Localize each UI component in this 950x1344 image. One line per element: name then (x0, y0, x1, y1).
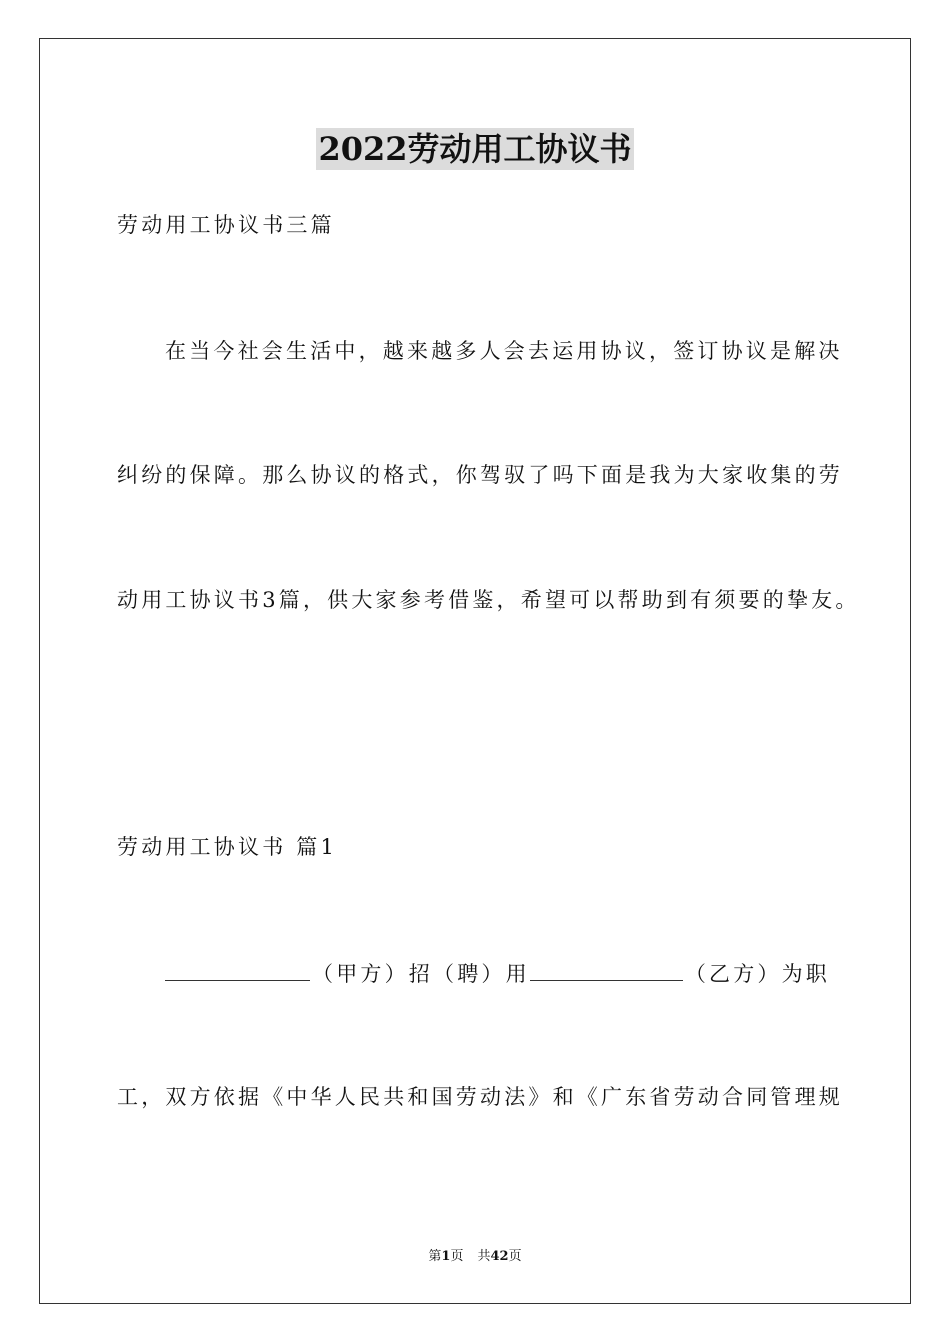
party-b-blank (530, 958, 683, 981)
clause-line-2: 工，双方依据《中华人民共和国劳动法》和《广东省劳动合同管理规 (117, 1085, 843, 1109)
page-suffix: 页 (450, 1249, 464, 1264)
page-footer (0, 1248, 950, 1266)
clause-line-1 (165, 958, 885, 989)
total-suffix: 页 (508, 1249, 522, 1264)
party-a-blank (165, 958, 310, 981)
document-title: 2022劳动用工协议书 (318, 130, 632, 168)
total-pages: 42 (490, 1249, 509, 1264)
title-container (0, 128, 950, 170)
intro-line-1: 在当今社会生活中，越来越多人会去运用协议，签订协议是解决 (165, 339, 843, 363)
document-subtitle: 劳动用工协议书三篇 (117, 213, 335, 237)
party-b-label: （乙方）为职 (684, 962, 831, 986)
party-a-label: （甲方）招（聘）用 (312, 962, 530, 986)
intro-line-2: 纠纷的保障。那么协议的格式，你驾驭了吗下面是我为大家收集的劳 (117, 463, 843, 487)
page-prefix: 第 (428, 1249, 442, 1264)
total-prefix: 共 (477, 1249, 491, 1264)
section-heading: 劳动用工协议书 篇1 (117, 835, 338, 859)
page-current: 1 (441, 1249, 451, 1264)
intro-line-3: 动用工协议书3篇，供大家参考借鉴，希望可以帮助到有须要的挚友。 (117, 588, 860, 612)
